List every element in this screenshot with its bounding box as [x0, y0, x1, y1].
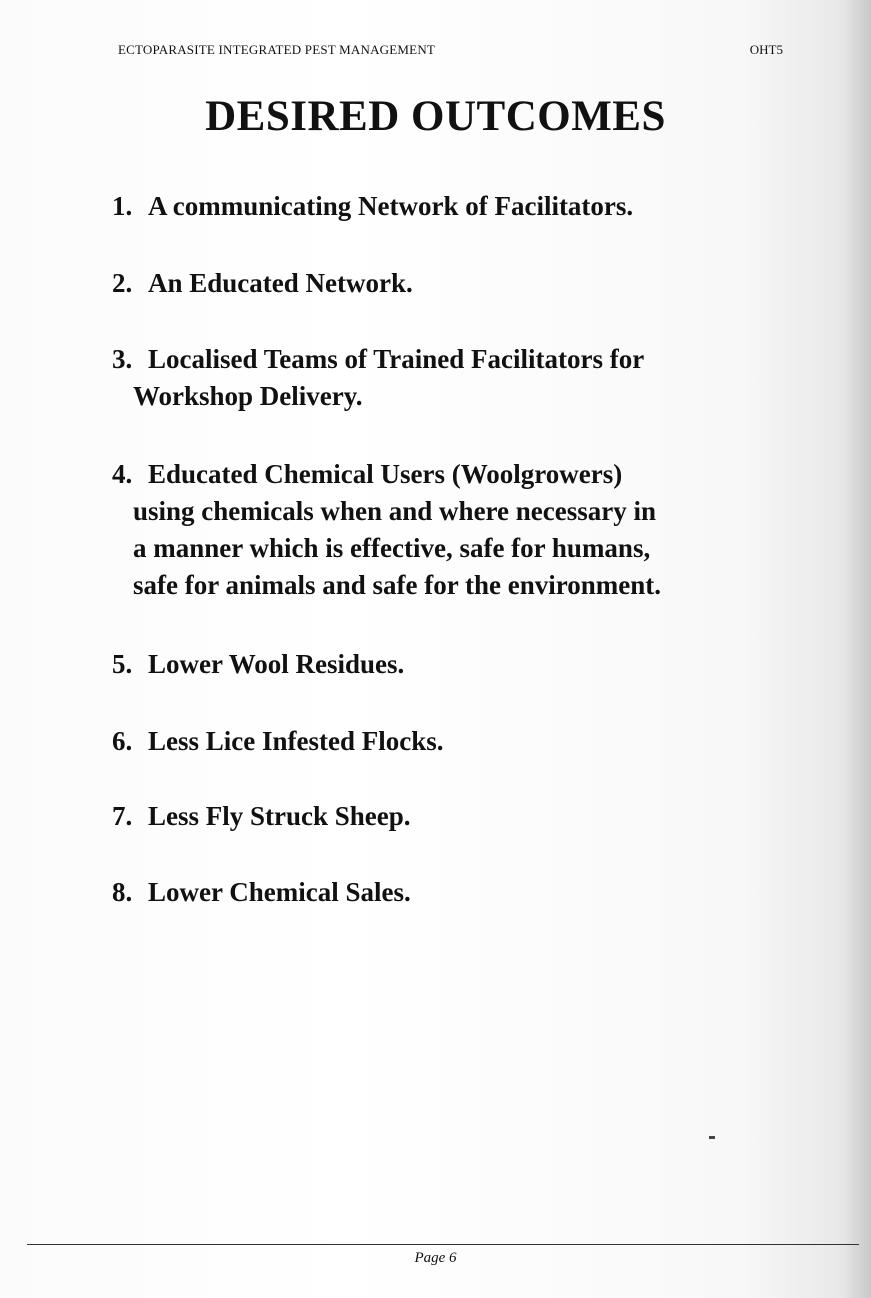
outcome-item-3 [112, 341, 802, 415]
running-header-code: OHT5 [749, 42, 783, 57]
outcome-item-8 [112, 874, 802, 911]
page-title: DESIRED OUTCOMES [205, 93, 666, 140]
outcome-number: 7. [112, 801, 133, 831]
outcome-number: 4. [112, 459, 133, 489]
outcome-item-1 [112, 188, 802, 225]
footer-divider [27, 1244, 859, 1245]
scan-speck [709, 1136, 715, 1139]
outcome-line [112, 874, 802, 911]
outcome-text: Workshop Delivery. [133, 381, 363, 411]
page-edge-shadow [845, 0, 871, 1298]
outcome-line [112, 265, 802, 302]
outcome-item-4 [112, 456, 802, 604]
page-number: Page 6 [414, 1250, 457, 1266]
outcome-text: Lower Wool Residues. [148, 649, 405, 679]
outcome-item-7 [112, 798, 802, 835]
outcome-text: Educated Chemical Users (Woolgrowers) [148, 459, 623, 489]
outcome-number: 1. [112, 191, 133, 221]
outcome-text: Less Lice Infested Flocks. [148, 726, 444, 756]
outcome-text: A communicating Network of Facilitators. [148, 191, 634, 221]
outcome-item-6 [112, 723, 802, 760]
outcome-text: a manner which is effective, safe for humans, [133, 533, 651, 563]
outcome-line [112, 646, 802, 683]
outcome-line [112, 723, 802, 760]
outcome-number: 5. [112, 649, 133, 679]
outcome-text: An Educated Network. [148, 268, 413, 298]
outcome-line [112, 456, 802, 493]
outcome-text: Less Fly Struck Sheep. [148, 801, 411, 831]
outcome-text: Lower Chemical Sales. [148, 877, 411, 907]
outcome-item-5 [112, 646, 802, 683]
outcome-line [112, 798, 802, 835]
outcome-item-2 [112, 265, 802, 302]
outcome-number: 6. [112, 726, 133, 756]
outcome-text: Localised Teams of Trained Facilitators for [148, 344, 645, 374]
running-header-title: ECTOPARASITE INTEGRATED PEST MANAGEMENT [118, 42, 436, 57]
outcome-number: 8. [112, 877, 133, 907]
outcome-line [112, 341, 802, 378]
outcome-text: using chemicals when and where necessary in [133, 496, 657, 526]
outcome-line [112, 188, 802, 225]
outcome-number: 3. [112, 344, 133, 374]
outcome-text: safe for animals and safe for the environment. [133, 570, 661, 600]
outcome-number: 2. [112, 268, 133, 298]
